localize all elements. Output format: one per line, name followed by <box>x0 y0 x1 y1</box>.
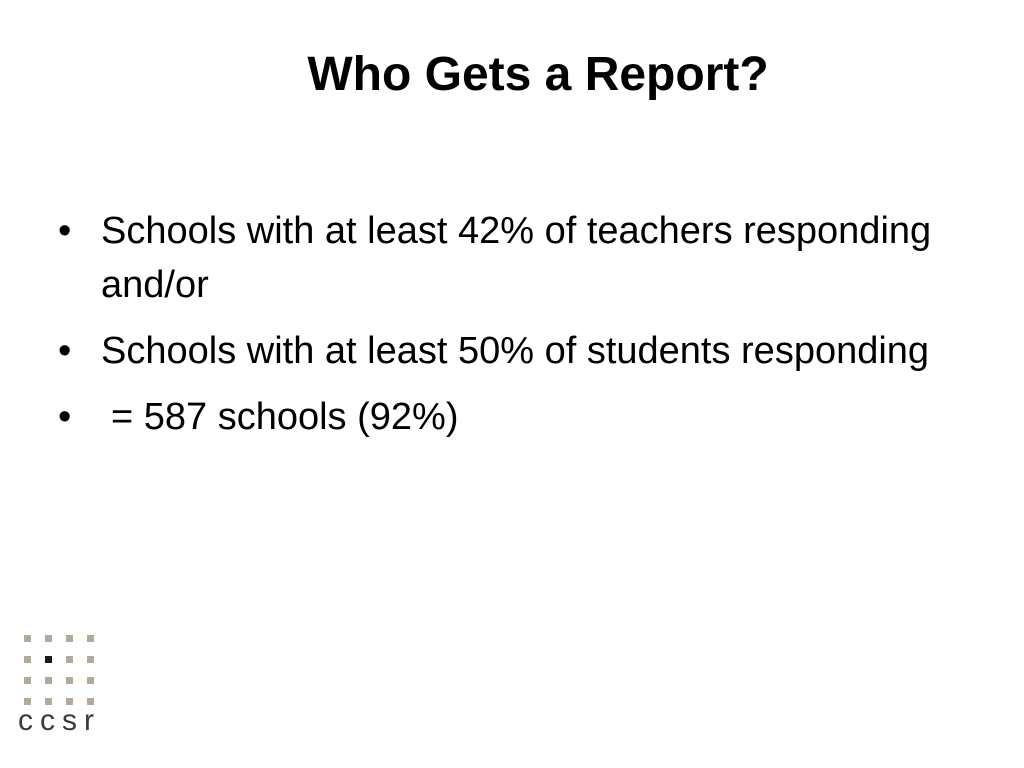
logo-wordmark: ccsr <box>18 704 101 737</box>
bullet-text: Schools with at least 42% of teachers responding and/or <box>101 210 932 306</box>
logo-square <box>87 677 94 684</box>
logo-square <box>45 677 52 684</box>
logo-accent-square <box>45 656 52 663</box>
logo-square-grid-icon <box>24 635 104 705</box>
bullet-marker: • <box>58 210 72 252</box>
bullet-list <box>58 204 938 456</box>
logo-square <box>87 656 94 663</box>
logo-square <box>66 677 73 684</box>
logo-square <box>66 656 73 663</box>
bullet-marker: • <box>58 330 72 372</box>
logo-square <box>24 635 31 642</box>
logo-square <box>45 635 52 642</box>
slide-title: Who Gets a Report? <box>307 48 769 101</box>
bullet-item <box>58 204 938 312</box>
logo-square <box>24 677 31 684</box>
bullet-text: Schools with at least 50% of students responding <box>101 330 930 372</box>
logo-square <box>24 656 31 663</box>
bullet-text: = 587 schools (92%) <box>111 396 459 438</box>
bullet-item <box>58 324 938 378</box>
bullet-marker: • <box>58 396 72 438</box>
logo-square <box>66 635 73 642</box>
ccsr-logo <box>18 635 118 745</box>
bullet-item <box>58 390 938 444</box>
logo-square <box>87 635 94 642</box>
